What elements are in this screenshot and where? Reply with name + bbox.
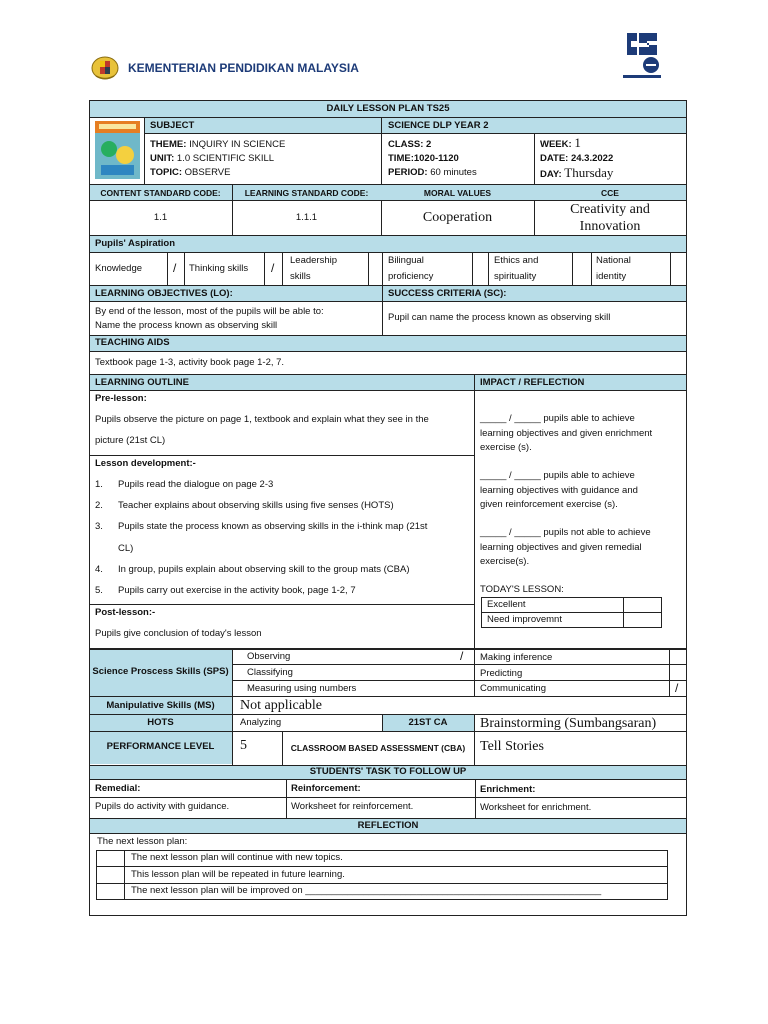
cce-label: CCE bbox=[601, 188, 619, 198]
step-text: In group, pupils explain about observing skill to the group mats (CBA) bbox=[118, 564, 410, 575]
cce-value-1: Creativity and bbox=[570, 202, 650, 217]
sps-observing-mark: / bbox=[460, 649, 464, 663]
cba-label: CLASSROOM BASED ASSESSMENT (CBA) bbox=[290, 743, 466, 753]
sps-communicating: Communicating bbox=[480, 683, 546, 694]
ca-value: Brainstorming (Sumbangsaran) bbox=[480, 716, 657, 731]
step-number: 2. bbox=[95, 500, 103, 511]
aspiration-leadership-2: skills bbox=[290, 271, 311, 282]
theme-line: THEME: INQUIRY IN SCIENCE bbox=[150, 139, 286, 150]
cba-value: Tell Stories bbox=[480, 739, 544, 754]
step-number: 5. bbox=[95, 585, 103, 596]
sps-measuring: Measuring using numbers bbox=[247, 683, 357, 694]
learning-outline-label: LEARNING OUTLINE bbox=[95, 377, 189, 388]
impact-line: exercise (s). bbox=[480, 442, 532, 453]
sps-communicating-mark: / bbox=[675, 681, 679, 695]
step-text: Pupils state the process known as observing skills in the i-think map (21st bbox=[118, 521, 428, 532]
unit-line: UNIT: 1.0 SCIENTIFIC SKILL bbox=[150, 153, 275, 164]
teaching-aids-label: TEACHING AIDS bbox=[95, 337, 170, 348]
impact-line: _____ / _____ pupils able to achieve bbox=[480, 470, 635, 481]
reflection-checkbox[interactable] bbox=[97, 851, 124, 866]
performance-level-value: 5 bbox=[240, 738, 247, 753]
aspiration-bilingual-1: Bilingual bbox=[388, 255, 424, 266]
pre-lesson-label: Pre-lesson: bbox=[95, 393, 147, 404]
hots-label: HOTS bbox=[147, 717, 174, 728]
impact-reflection-label: IMPACT / REFLECTION bbox=[480, 377, 585, 388]
aspiration-knowledge-mark: / bbox=[173, 261, 177, 275]
lo-label: LEARNING OBJECTIVES (LO): bbox=[95, 288, 233, 299]
ms-value: Not applicable bbox=[240, 698, 323, 713]
reflection-option: The next lesson plan will continue with new topics. bbox=[131, 852, 343, 863]
content-standard-value: 1.1 bbox=[153, 212, 168, 223]
step-text: CL) bbox=[118, 543, 134, 554]
aspiration-leadership-1: Leadership bbox=[290, 255, 338, 266]
content-standard-label: CONTENT STANDARD CODE: bbox=[100, 188, 221, 198]
ministry-name: KEMENTERIAN PENDIDIKAN MALAYSIA bbox=[128, 61, 359, 75]
hots-value: Analyzing bbox=[240, 717, 282, 728]
ts25-logo-icon bbox=[619, 27, 665, 81]
excellent-option[interactable]: Excellent bbox=[487, 599, 526, 610]
impact-line: exercise(s). bbox=[480, 556, 530, 567]
sps-label: Science Proscess Skills (SPS) bbox=[92, 666, 229, 677]
todays-lesson-label: TODAY'S LESSON: bbox=[480, 584, 564, 595]
lo-line-2: Name the process known as observing skill bbox=[95, 320, 278, 331]
date-line: DATE: 24.3.2022 bbox=[540, 153, 614, 164]
pre-lesson-line-1: Pupils observe the picture on page 1, textbook and explain what they see in the bbox=[95, 414, 429, 425]
lesson-development-label: Lesson development:- bbox=[95, 458, 196, 469]
reflection-checkbox[interactable] bbox=[97, 867, 124, 883]
reflection-option: This lesson plan will be repeated in future learning. bbox=[131, 869, 345, 880]
lo-line-1: By end of the lesson, most of the pupils will be able to: bbox=[95, 306, 324, 317]
students-task-label: STUDENTS' TASK TO FOLLOW UP bbox=[309, 766, 467, 777]
impact-line: learning objectives and given enrichment bbox=[480, 428, 653, 439]
step-number: 1. bbox=[95, 479, 103, 490]
pre-lesson-line-2: picture (21st CL) bbox=[95, 435, 166, 446]
sc-label: SUCCESS CRITERIA (SC): bbox=[388, 288, 507, 299]
reflection-option: The next lesson plan will be improved on ________________________________________________________ bbox=[131, 885, 602, 896]
reflection-label: REFLECTION bbox=[357, 820, 419, 831]
aspiration-thinking: Thinking skills bbox=[189, 263, 249, 274]
time-line: TIME:1020-1120 bbox=[388, 153, 459, 164]
remedial-value: Pupils do activity with guidance. bbox=[95, 801, 230, 812]
aspiration-bilingual-2: proficiency bbox=[388, 271, 434, 282]
week-line: WEEK: 1 bbox=[540, 135, 581, 150]
step-text: Pupils read the dialogue on page 2-3 bbox=[118, 479, 274, 490]
step-number: 3. bbox=[95, 521, 103, 532]
ministry-crest-icon bbox=[90, 54, 120, 82]
enrichment-label: Enrichment: bbox=[480, 784, 536, 795]
reflection-intro: The next lesson plan: bbox=[97, 836, 188, 847]
topic-line: TOPIC: OBSERVE bbox=[150, 167, 231, 178]
day-line: DAY: Thursday bbox=[540, 165, 614, 180]
aspiration-thinking-mark: / bbox=[271, 261, 275, 275]
post-lesson-label: Post-lesson:- bbox=[95, 607, 156, 618]
aspiration-knowledge: Knowledge bbox=[95, 263, 143, 274]
ca-label: 21ST CA bbox=[408, 717, 448, 728]
sps-predicting: Predicting bbox=[480, 668, 523, 679]
aspiration-ethics-1: Ethics and bbox=[494, 255, 539, 266]
moral-values-value: Cooperation bbox=[422, 210, 493, 225]
plan-title: DAILY LESSON PLAN TS25 bbox=[326, 103, 450, 114]
enrichment-value: Worksheet for enrichment. bbox=[480, 802, 592, 813]
impact-line: learning objectives with guidance and bbox=[480, 485, 638, 496]
need-improvement-option[interactable]: Need improvemnt bbox=[487, 614, 562, 625]
impact-line: _____ / _____ pupils able to achieve bbox=[480, 413, 635, 424]
sps-classifying: Classifying bbox=[247, 667, 293, 678]
aspiration-national-1: National bbox=[596, 255, 631, 266]
sps-observing: Observing bbox=[247, 651, 291, 662]
reinforcement-label: Reinforcement: bbox=[291, 783, 361, 794]
aspiration-label: Pupils' Aspiration bbox=[95, 238, 176, 249]
step-text: Pupils carry out exercise in the activity book, page 1-2, 7 bbox=[118, 585, 356, 596]
performance-level-label: PERFORMANCE LEVEL bbox=[106, 741, 215, 752]
class-line: CLASS: 2 bbox=[388, 139, 432, 150]
subject-label: SUBJECT bbox=[150, 120, 195, 131]
remedial-label: Remedial: bbox=[95, 783, 141, 794]
sps-making-inference: Making inference bbox=[480, 652, 553, 663]
sc-text: Pupil can name the process known as observing skill bbox=[388, 312, 611, 323]
step-text: Teacher explains about observing skills using five senses (HOTS) bbox=[118, 500, 394, 511]
learning-standard-value: 1.1.1 bbox=[295, 212, 318, 223]
textbook-cover-image bbox=[95, 121, 140, 179]
impact-line: given reinforcement exercise (s). bbox=[480, 499, 618, 510]
cce-value-2: Innovation bbox=[579, 219, 641, 234]
moral-values-label: MORAL VALUES bbox=[423, 188, 492, 198]
impact-line: _____ / _____ pupils not able to achieve bbox=[480, 527, 651, 538]
teaching-aids-value: Textbook page 1-3, activity book page 1-2, 7. bbox=[95, 357, 285, 368]
post-lesson-text: Pupils give conclusion of today's lesson bbox=[95, 628, 262, 639]
ms-label: Manipulative Skills (MS) bbox=[106, 700, 215, 711]
reinforcement-value: Worksheet for reinforcement. bbox=[291, 801, 414, 812]
step-number: 4. bbox=[95, 564, 103, 575]
period-line: PERIOD: 60 minutes bbox=[388, 167, 477, 178]
subject-value: SCIENCE DLP YEAR 2 bbox=[388, 120, 489, 131]
learning-standard-label: LEARNING STANDARD CODE: bbox=[244, 188, 369, 198]
impact-line: learning objectives and given remedial bbox=[480, 542, 642, 553]
reflection-checkbox[interactable] bbox=[97, 884, 124, 900]
aspiration-national-2: identity bbox=[596, 271, 627, 282]
aspiration-ethics-2: spirituality bbox=[494, 271, 537, 282]
